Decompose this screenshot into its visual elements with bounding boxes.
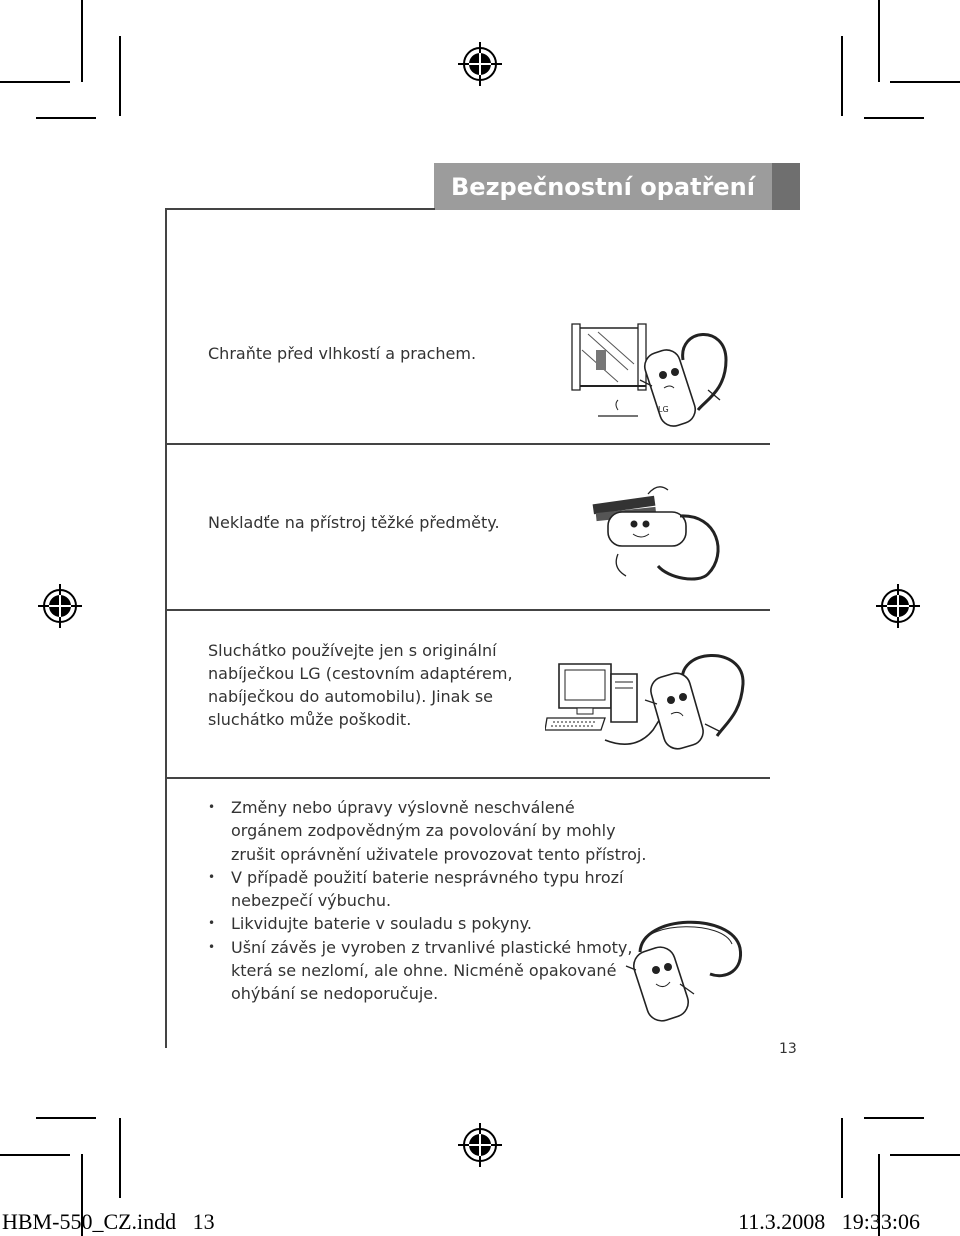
- bullet-list: [208, 796, 648, 1006]
- crop-mark: [841, 36, 843, 116]
- earhook-illustration: [622, 914, 746, 1026]
- crop-mark: [878, 0, 880, 82]
- frame-line: [165, 208, 435, 210]
- charger-illustration: [545, 644, 753, 754]
- frame-line: [165, 208, 167, 1048]
- page-number: 13: [779, 1041, 797, 1057]
- crop-mark: [81, 0, 83, 82]
- crop-mark: [864, 1117, 924, 1119]
- section-divider: [165, 609, 770, 611]
- section-text: Nekladťe na přístroj těžké předměty.: [208, 513, 500, 532]
- crop-mark: [36, 117, 96, 119]
- section-text-line: sluchátko může poškodit.: [208, 710, 412, 729]
- list-item: • Ušní závěs je vyroben z trvanlivé plastické hmoty, která se nezlomí, ale ohne. Nicméně opakované ohýbání se nedoporučuje.: [208, 936, 648, 1006]
- section-text-line: Sluchátko používejte jen s originální: [208, 641, 497, 660]
- crop-mark: [119, 1118, 121, 1198]
- registration-mark-icon: [458, 1123, 502, 1167]
- humidity-illustration: [568, 320, 730, 430]
- header-tab: [772, 163, 800, 210]
- crop-mark: [36, 1117, 96, 1119]
- crop-mark: [890, 1154, 960, 1156]
- crop-mark: [119, 36, 121, 116]
- list-item: • Likvidujte baterie v souladu s pokyny.: [208, 912, 648, 935]
- registration-mark-icon: [876, 584, 920, 628]
- registration-mark-icon: [38, 584, 82, 628]
- crop-mark: [890, 81, 960, 83]
- crop-mark: [841, 1118, 843, 1198]
- section-divider: [165, 443, 770, 445]
- section-text-line: nabíječkou LG (cestovním adaptérem,: [208, 664, 513, 683]
- footer-timestamp: 11.3.2008 19:33:06: [738, 1209, 920, 1234]
- crop-mark: [864, 117, 924, 119]
- section-divider: [165, 777, 770, 779]
- section-text-line: nabíječkou do automobilu). Jinak se: [208, 687, 493, 706]
- registration-mark-icon: [458, 42, 502, 86]
- section-text: Chraňte před vlhkostí a prachem.: [208, 344, 477, 363]
- crop-mark: [0, 81, 70, 83]
- brand-label: LG: [658, 405, 669, 414]
- crop-mark: [0, 1154, 70, 1156]
- heavy-object-illustration: [588, 474, 728, 584]
- list-item: • Změny nebo úpravy výslovně neschválené orgánem zodpovědným za povolování by mohly zrušit oprávnění uživatele provozovat tento přístroj.: [208, 796, 648, 866]
- footer-filename: HBM-550_CZ.indd 13: [2, 1209, 215, 1234]
- page-title: Bezpečnostní opatření: [451, 172, 755, 201]
- list-item: • V případě použití baterie nesprávného typu hrozí nebezpečí výbuchu.: [208, 866, 648, 913]
